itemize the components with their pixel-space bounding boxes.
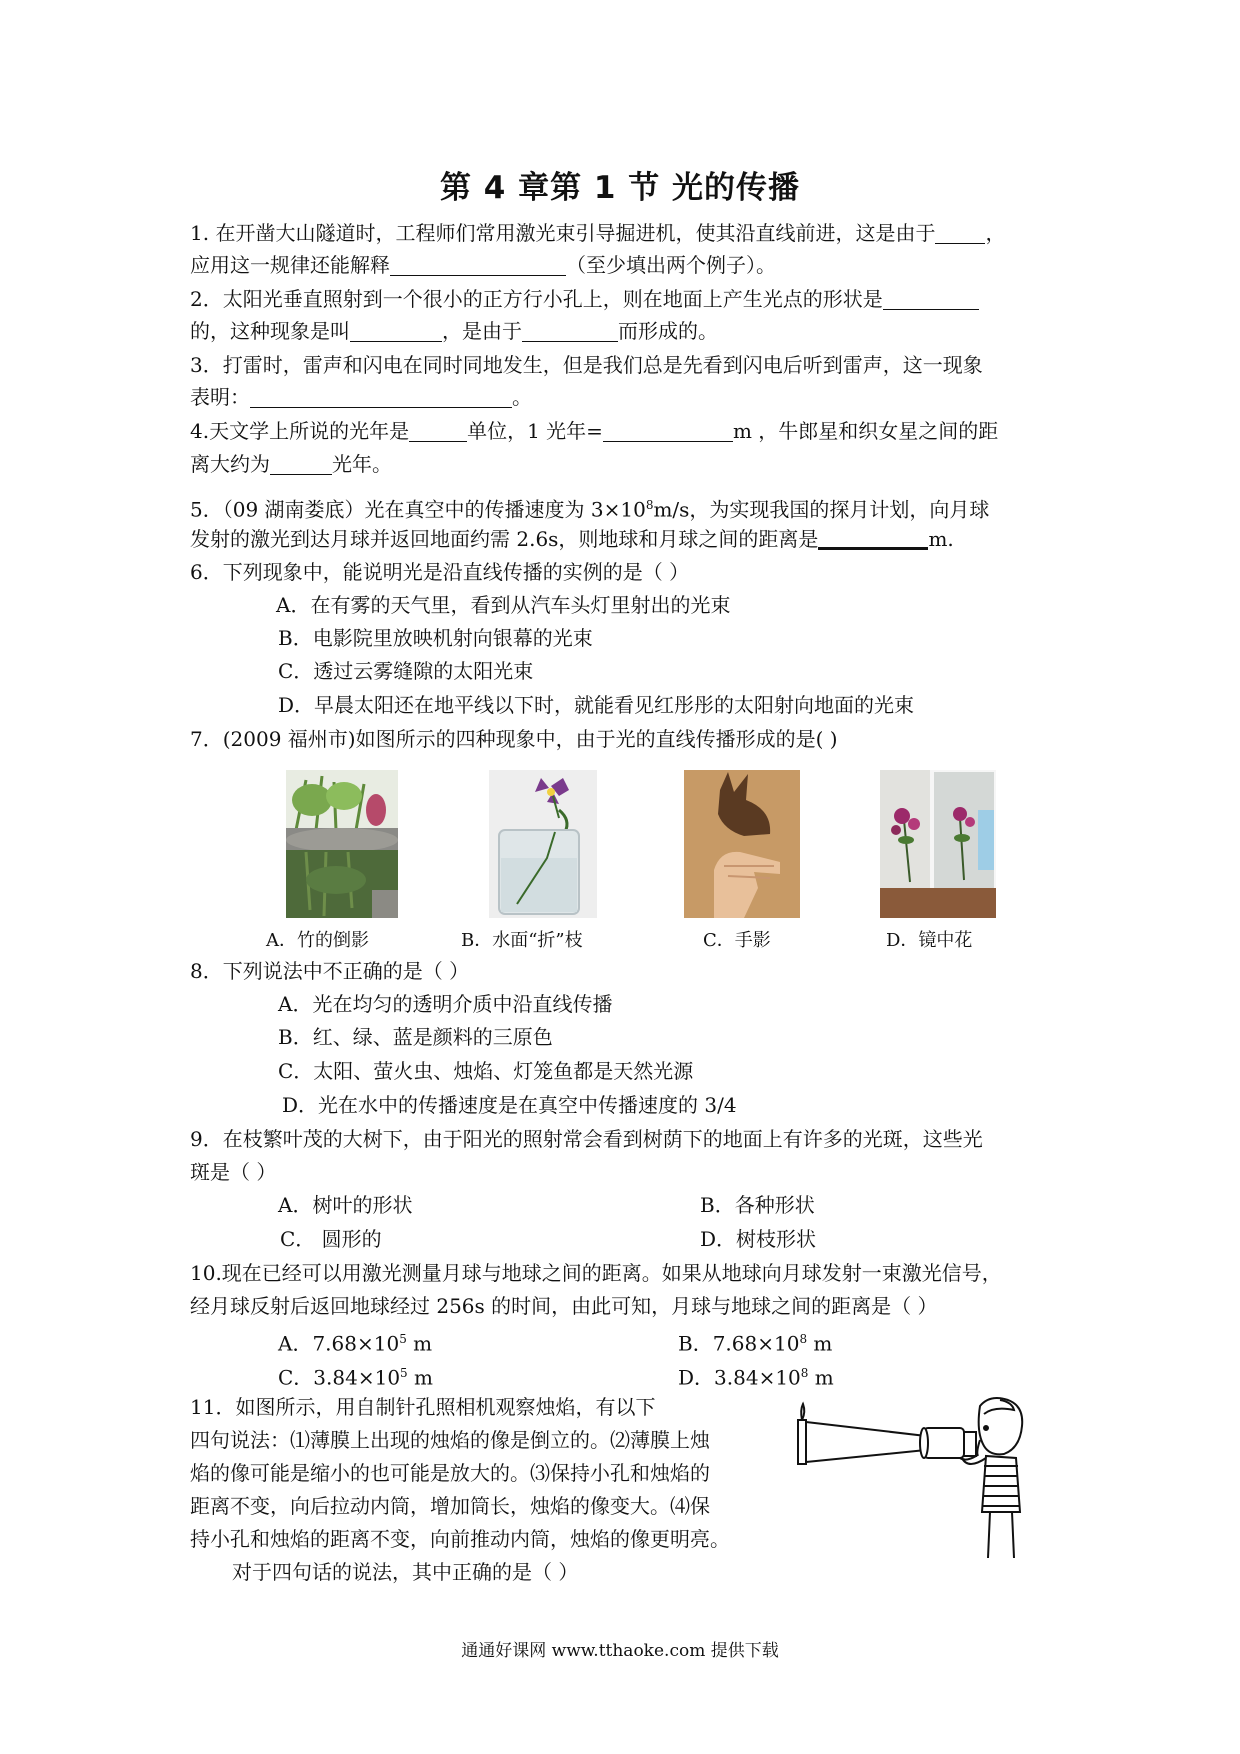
q6-option-c[interactable]: C．透过云雾缝隙的太阳光束 <box>278 659 534 683</box>
q1-line1 <box>190 218 1005 248</box>
q6-stem: 6．下列现象中，能说明光是沿直线传播的实例的是（ ） <box>190 560 690 584</box>
q10-option-c-exponent: 5 <box>400 1366 408 1380</box>
q5-text-c: 发射的激光到达月球并返回地面约需 2.6s，则地球和月球之间的距离是 <box>190 527 819 551</box>
q1-line2 <box>190 250 776 280</box>
q9-line1: 9．在枝繁叶茂的大树下，由于阳光的照射常会看到树荫下的地面上有许多的光斑，这些光 <box>190 1127 983 1151</box>
q4-line2 <box>190 449 392 479</box>
q10-option-c[interactable] <box>278 1358 433 1393</box>
q7-caption-d[interactable]: D．镜中花 <box>886 930 973 951</box>
q1-text-d: （至少填出两个例子）。 <box>566 253 776 277</box>
q1-blank1[interactable] <box>935 221 985 244</box>
q7-caption-b[interactable]: B．水面“折”枝 <box>461 930 583 951</box>
q10-option-a-exponent: 5 <box>399 1332 407 1346</box>
photo-bamboo-reflection <box>286 770 398 918</box>
q6-option-d[interactable]: D．早晨太阳还在地平线以下时，就能看见红彤彤的太阳射向地面的光束 <box>278 693 915 717</box>
photo-bent-stem-glass <box>489 770 597 918</box>
q4-blank1[interactable] <box>409 419 467 442</box>
q2-text-a: 2．太阳光垂直照射到一个很小的正方行小孔上，则在地面上产生光点的形状是 <box>190 287 883 311</box>
q3-line2 <box>190 382 532 412</box>
q11-line1: 11．如图所示，用自制针孔照相机观察烛焰，有以下 <box>190 1395 656 1419</box>
q9-option-d[interactable]: D．树枝形状 <box>700 1227 817 1251</box>
footer-credit: 通通好课网 www.tthaoke.com 提供下载 <box>461 1641 779 1661</box>
q10-option-d-exponent: 8 <box>800 1366 809 1380</box>
q11-line3: 焰的像可能是缩小的也可能是放大的。⑶保持小孔和烛焰的 <box>190 1461 710 1485</box>
q9-option-c[interactable]: C． 圆形的 <box>280 1227 382 1251</box>
q5-text-b: m/s，为实现我国的探月计划，向月球 <box>653 497 990 522</box>
q3-line1: 3．打雷时，雷声和闪电在同时同地发生，但是我们总是先看到闪电后听到雷声，这一现象 <box>190 353 983 377</box>
q3-text-b: 。 <box>512 385 532 409</box>
q10-option-c-unit: m <box>407 1365 434 1390</box>
q7-caption-c[interactable]: C．手影 <box>703 930 771 951</box>
page-title: 第 4 章第 1 节 光的传播 <box>439 170 801 206</box>
q10-option-c-value: C．3.84×10 <box>278 1365 401 1390</box>
q8-option-b[interactable]: B．红、绿、蓝是颜料的三原色 <box>278 1025 553 1049</box>
q7-caption-a[interactable]: A．竹的倒影 <box>266 930 369 951</box>
q3-blank[interactable] <box>250 385 512 408</box>
q1-text-a: 1. 在开凿大山隧道时，工程师们常用激光束引导掘进机，使其沿直线前进，这是由于 <box>190 221 936 245</box>
q4-line1 <box>190 416 998 446</box>
q5-line1 <box>190 490 989 525</box>
q5-exponent: 8 <box>645 498 654 512</box>
q7-stem: 7．(2009 福州市)如图所示的四种现象中，由于光的直线传播形成的是( ) <box>190 727 838 751</box>
q2-blank3[interactable] <box>522 319 618 342</box>
q10-option-a-unit: m <box>406 1331 433 1356</box>
q11-line6: 对于四句话的说法，其中正确的是（ ） <box>232 1560 579 1584</box>
q5-blank[interactable] <box>818 525 928 550</box>
q9-option-a[interactable]: A．树叶的形状 <box>278 1193 413 1217</box>
q11-line5: 持小孔和烛焰的距离不变，向前推动内筒，烛焰的像更明亮。 <box>190 1527 730 1551</box>
q4-text-a: 4.天文学上所说的光年是 <box>190 419 410 443</box>
q5-text-d: m. <box>928 527 954 551</box>
q5-text-a: 5．（09 湖南娄底）光在真空中的传播速度为 3×10 <box>190 497 646 522</box>
q11-line4: 距离不变，向后拉动内筒，增加筒长，烛焰的像变大。⑷保 <box>190 1494 710 1518</box>
q2-blank2[interactable] <box>350 319 442 342</box>
photo-hand-shadow <box>684 770 800 918</box>
q10-option-d-unit: m <box>808 1365 834 1390</box>
photo-flower-mirror <box>880 770 996 918</box>
q2-text-d: 而形成的。 <box>618 319 718 343</box>
q6-option-a[interactable]: A．在有雾的天气里，看到从汽车头灯里射出的光束 <box>276 593 731 617</box>
q10-line2: 经月球反射后返回地球经过 256s 的时间，由此可知，月球与地球之间的距离是（ ） <box>190 1294 938 1318</box>
q4-text-c: m ，牛郎星和织女星之间的距 <box>732 419 999 443</box>
q10-option-b-exponent: 8 <box>799 1332 808 1346</box>
q10-option-d[interactable] <box>678 1358 834 1393</box>
q1-text-b: ， <box>985 221 1006 245</box>
q8-stem: 8．下列说法中不正确的是（ ） <box>190 959 470 983</box>
q9-line2: 斑是（ ） <box>190 1160 277 1184</box>
q10-option-b-unit: m <box>807 1331 833 1356</box>
q4-text-e: 光年。 <box>332 452 392 476</box>
q11-line2: 四句说法：⑴薄膜上出现的烛焰的像是倒立的。⑵薄膜上烛 <box>190 1428 710 1452</box>
q4-blank2[interactable] <box>603 419 733 442</box>
q1-blank2[interactable] <box>390 253 566 276</box>
q10-option-b-value: B．7.68×10 <box>678 1331 800 1356</box>
q1-text-c: 应用这一规律还能解释 <box>190 253 390 277</box>
q4-text-d: 离大约为 <box>190 452 270 476</box>
q8-option-a[interactable]: A．光在均匀的透明介质中沿直线传播 <box>278 992 613 1016</box>
q9-option-b[interactable]: B．各种形状 <box>700 1193 815 1217</box>
q2-line2 <box>190 316 718 346</box>
q6-option-b[interactable]: B．电影院里放映机射向银幕的光束 <box>278 626 593 650</box>
q8-option-d[interactable]: D．光在水中的传播速度是在真空中传播速度的 3/4 <box>282 1093 737 1117</box>
q2-text-c: ，是由于 <box>442 319 522 343</box>
q10-option-a-value: A．7.68×10 <box>278 1331 400 1356</box>
q5-line2 <box>190 524 954 554</box>
q10-line1: 10.现在已经可以用激光测量月球与地球之间的距离。如果从地球向月球发射一束激光信号， <box>190 1261 1002 1285</box>
q3-text-a: 表明： <box>190 385 250 409</box>
q10-option-a[interactable] <box>278 1324 432 1359</box>
q2-text-b: 的，这种现象是叫 <box>190 319 350 343</box>
q10-option-d-value: D．3.84×10 <box>678 1365 801 1390</box>
q10-option-b[interactable] <box>678 1324 832 1359</box>
q2-line1 <box>190 284 979 314</box>
q4-text-b: 单位，1 光年= <box>467 419 603 443</box>
q2-blank1[interactable] <box>883 287 979 310</box>
pinhole-camera-illustration <box>790 1392 1040 1566</box>
q8-option-c[interactable]: C．太阳、萤火虫、烛焰、灯笼鱼都是天然光源 <box>278 1059 694 1083</box>
q4-blank3[interactable] <box>270 452 332 475</box>
